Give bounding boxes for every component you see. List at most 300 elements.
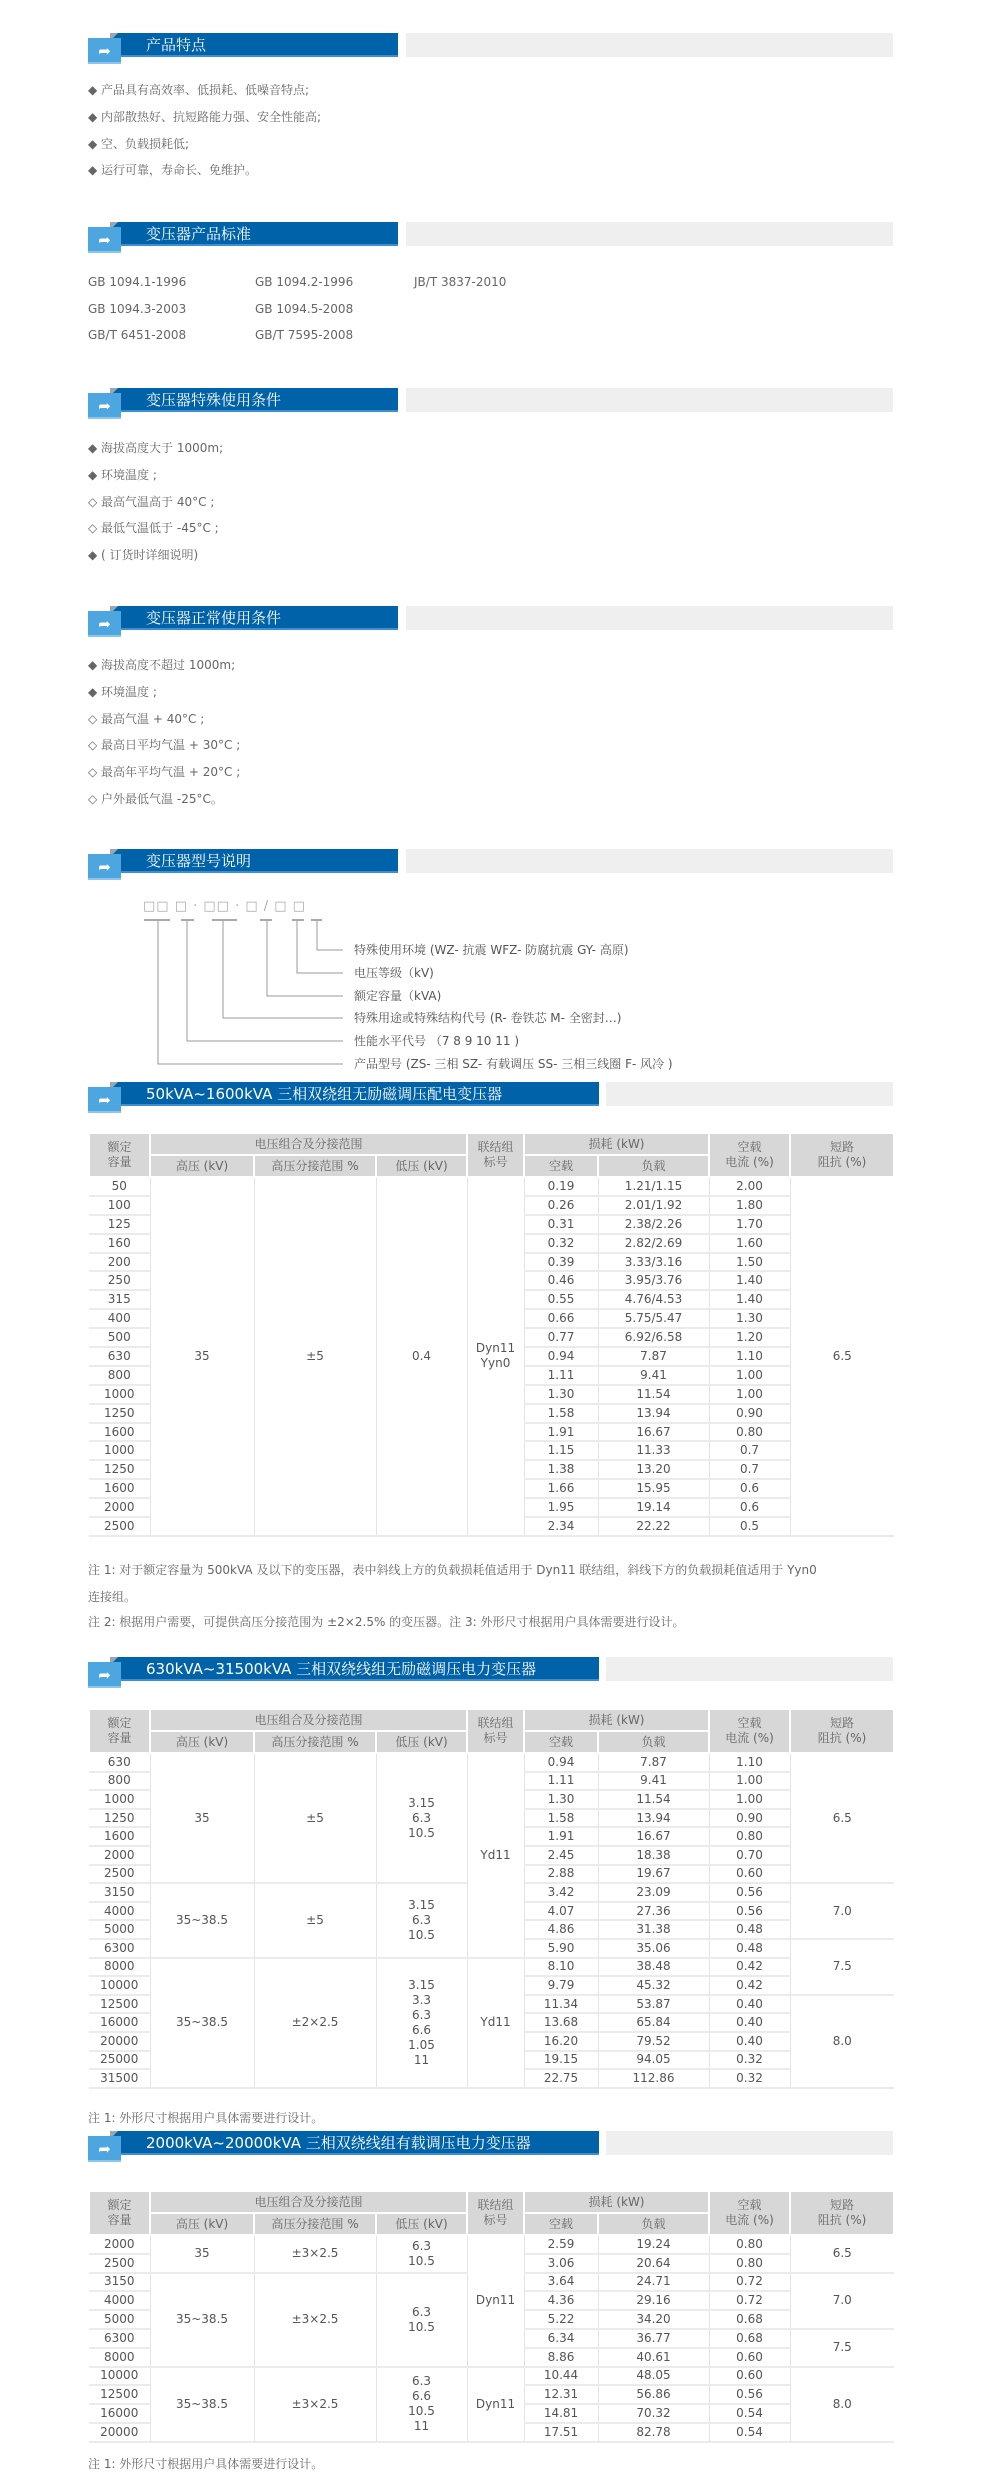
cell-no-load-loss: 5.22	[524, 2310, 598, 2329]
cell-no-load-loss: 10.44	[524, 2367, 598, 2386]
list-item: ◆ 空、负载损耗低;	[88, 136, 190, 151]
cell-load-loss: 6.92/6.58	[598, 1328, 709, 1347]
standard-item: GB 1094.2-1996	[255, 275, 354, 289]
column-header: 额定 容量	[89, 1710, 150, 1753]
cell-no-load-current: 0.32	[709, 2051, 790, 2070]
cell-no-load-loss: 1.11	[524, 1366, 598, 1385]
cell-capacity: 250	[89, 1271, 150, 1290]
forward-arrow-icon: ➦	[88, 1087, 121, 1113]
section-header-table	[88, 1082, 893, 1113]
cell-hv: 35~38.5	[150, 1883, 254, 1957]
table-note: 注 1: 对于额定容量为 500kVA 及以下的变压器，表中斜线上方的负载损耗值适用于 Dyn11 联结组，斜线下方的负载损耗值适用于 Yyn0	[88, 1563, 817, 1577]
cell-no-load-current: 0.7	[709, 1441, 790, 1460]
cell-load-loss: 40.61	[598, 2348, 709, 2367]
list-item: ◆ 环境温度 ;	[88, 684, 157, 699]
cell-no-load-current: 0.68	[709, 2310, 790, 2329]
column-header: 短路 阻抗 (%)	[790, 1134, 894, 1177]
column-header: 空载	[524, 1731, 598, 1753]
cell-no-load-loss: 3.42	[524, 1883, 598, 1902]
model-code-template: □□ □ · □□ · □ / □ □	[143, 899, 306, 914]
table-row	[89, 1177, 894, 1196]
cell-load-loss: 112.86	[598, 2069, 709, 2088]
cell-capacity: 1250	[89, 1404, 150, 1423]
list-item: ◇ 最高气温高于 40°C ;	[88, 494, 215, 509]
section-header-table	[88, 1657, 893, 1688]
cell-tap: ±2×2.5	[254, 1958, 376, 2088]
model-desc: 特殊使用环境 (WZ- 抗震 WFZ- 防腐抗震 GY- 高原)	[354, 943, 629, 957]
cell-lv: 6.3 6.6 10.5 11	[376, 2367, 467, 2442]
cell-no-load-loss: 11.34	[524, 1995, 598, 2014]
cell-no-load-loss: 1.95	[524, 1498, 598, 1517]
cell-no-load-current: 1.00	[709, 1385, 790, 1404]
cell-capacity: 31500	[89, 2069, 150, 2088]
cell-no-load-current: 0.42	[709, 1976, 790, 1995]
cell-no-load-loss: 13.68	[524, 2013, 598, 2032]
cell-load-loss: 31.38	[598, 1920, 709, 1939]
cell-capacity: 3150	[89, 1883, 150, 1902]
cell-imp: 7.5	[790, 1939, 894, 1995]
forward-arrow-icon: ➦	[88, 2136, 121, 2162]
cell-capacity: 2500	[89, 2254, 150, 2273]
cell-load-loss: 9.41	[598, 1772, 709, 1791]
forward-arrow-icon: ➦	[88, 38, 121, 64]
cell-load-loss: 15.95	[598, 1479, 709, 1498]
cell-load-loss: 19.67	[598, 1865, 709, 1884]
cell-load-loss: 35.06	[598, 1939, 709, 1958]
cell-capacity: 125	[89, 1215, 150, 1234]
cell-load-loss: 16.67	[598, 1827, 709, 1846]
cell-no-load-loss: 2.88	[524, 1865, 598, 1884]
cell-no-load-current: 1.60	[709, 1234, 790, 1253]
cell-no-load-loss: 0.94	[524, 1347, 598, 1366]
cell-load-loss: 13.20	[598, 1460, 709, 1479]
cell-no-load-current: 0.60	[709, 2348, 790, 2367]
cell-capacity: 2500	[89, 1517, 150, 1536]
cell-load-loss: 53.87	[598, 1995, 709, 2014]
cell-no-load-current: 0.40	[709, 2032, 790, 2051]
cell-no-load-loss: 1.58	[524, 1809, 598, 1828]
cell-load-loss: 16.67	[598, 1423, 709, 1442]
cell-no-load-loss: 5.90	[524, 1939, 598, 1958]
cell-no-load-loss: 0.77	[524, 1328, 598, 1347]
column-header: 低压 (kV)	[376, 1731, 467, 1753]
cell-capacity: 12500	[89, 2385, 150, 2404]
cell-capacity: 8000	[89, 2348, 150, 2367]
cell-load-loss: 82.78	[598, 2423, 709, 2442]
cell-capacity: 2000	[89, 1498, 150, 1517]
cell-no-load-current: 0.60	[709, 1865, 790, 1884]
cell-no-load-loss: 16.20	[524, 2032, 598, 2051]
cell-load-loss: 13.94	[598, 1404, 709, 1423]
cell-capacity: 1250	[89, 1460, 150, 1479]
column-header: 电压组合及分接范围	[150, 1710, 467, 1731]
section-title: 630kVA~31500kVA 三相双绕线组无励磁调压电力变压器	[146, 1660, 537, 1678]
cell-load-loss: 24.71	[598, 2273, 709, 2292]
cell-conn: Yd11	[467, 1753, 524, 1958]
table-row	[89, 2367, 894, 2386]
cell-lv: 6.3 10.5	[376, 2235, 467, 2273]
section-title: 产品特点	[146, 36, 207, 54]
cell-capacity: 1000	[89, 1441, 150, 1460]
model-desc: 特殊用途或特殊结构代号 (R- 卷铁芯 M- 全密封…)	[354, 1011, 622, 1025]
column-header: 高压 (kV)	[150, 1155, 254, 1177]
cell-load-loss: 3.33/3.16	[598, 1253, 709, 1272]
list-item: ◆ ( 订货时详细说明)	[88, 548, 199, 563]
cell-hv: 35~38.5	[150, 2367, 254, 2442]
cell-capacity: 16000	[89, 2013, 150, 2032]
cell-capacity: 20000	[89, 2032, 150, 2051]
cell-capacity: 4000	[89, 2291, 150, 2310]
cell-no-load-loss: 8.86	[524, 2348, 598, 2367]
table-row	[89, 2235, 894, 2254]
column-header: 额定 容量	[89, 1134, 150, 1177]
cell-capacity: 10000	[89, 2367, 150, 2386]
cell-load-loss: 27.36	[598, 1902, 709, 1921]
cell-load-loss: 13.94	[598, 1809, 709, 1828]
cell-no-load-loss: 22.75	[524, 2069, 598, 2088]
cell-load-loss: 2.01/1.92	[598, 1196, 709, 1215]
column-header: 空载	[524, 1155, 598, 1177]
cell-capacity: 100	[89, 1196, 150, 1215]
cell-load-loss: 9.41	[598, 1366, 709, 1385]
cell-no-load-current: 1.10	[709, 1753, 790, 1772]
cell-imp: 7.5	[790, 2329, 894, 2367]
cell-no-load-current: 0.72	[709, 2273, 790, 2292]
cell-capacity: 2000	[89, 2235, 150, 2254]
cell-load-loss: 2.38/2.26	[598, 1215, 709, 1234]
cell-no-load-loss: 4.07	[524, 1902, 598, 1921]
cell-capacity: 5000	[89, 1920, 150, 1939]
cell-no-load-loss: 0.39	[524, 1253, 598, 1272]
cell-load-loss: 18.38	[598, 1846, 709, 1865]
list-item: ◇ 最高年平均气温 + 20°C ;	[88, 765, 241, 780]
cell-no-load-current: 1.40	[709, 1271, 790, 1290]
cell-capacity: 8000	[89, 1958, 150, 1977]
column-header: 高压分接范围 %	[254, 1155, 376, 1177]
column-header: 联结组 标号	[467, 1710, 524, 1753]
cell-no-load-loss: 0.94	[524, 1753, 598, 1772]
column-header: 短路 阻抗 (%)	[790, 2192, 894, 2235]
cell-no-load-loss: 1.15	[524, 1441, 598, 1460]
cell-no-load-loss: 1.91	[524, 1423, 598, 1442]
cell-imp: 6.5	[790, 1753, 894, 1883]
cell-hv: 35	[150, 1177, 254, 1536]
cell-lv: 6.3 10.5	[376, 2273, 467, 2367]
cell-load-loss: 3.95/3.76	[598, 1271, 709, 1290]
standard-item: GB/T 6451-2008	[88, 328, 187, 342]
cell-no-load-current: 0.60	[709, 2367, 790, 2386]
list-item: ◆ 环境温度 ;	[88, 467, 157, 482]
cell-lv: 3.15 6.3 10.5	[376, 1753, 467, 1883]
list-item: ◆ 内部散热好、抗短路能力强、安全性能高;	[88, 109, 322, 124]
cell-no-load-current: 0.7	[709, 1460, 790, 1479]
cell-no-load-current: 0.72	[709, 2291, 790, 2310]
cell-no-load-current: 0.90	[709, 1809, 790, 1828]
cell-load-loss: 36.77	[598, 2329, 709, 2348]
cell-no-load-current: 0.68	[709, 2329, 790, 2348]
cell-load-loss: 20.64	[598, 2254, 709, 2273]
forward-arrow-icon: ➦	[88, 854, 121, 880]
cell-hv: 35	[150, 2235, 254, 2273]
cell-tap: ±5	[254, 1753, 376, 1883]
cell-no-load-loss: 12.31	[524, 2385, 598, 2404]
column-header: 高压 (kV)	[150, 1731, 254, 1753]
cell-no-load-loss: 2.59	[524, 2235, 598, 2254]
cell-lv: 3.15 3.3 6.3 6.6 1.05 11	[376, 1958, 467, 2088]
cell-no-load-loss: 1.11	[524, 1772, 598, 1791]
cell-capacity: 6300	[89, 2329, 150, 2348]
section-title: 变压器产品标准	[146, 225, 252, 243]
cell-no-load-loss: 4.86	[524, 1920, 598, 1939]
cell-no-load-current: 1.10	[709, 1347, 790, 1366]
cell-no-load-loss: 0.19	[524, 1177, 598, 1196]
cell-hv: 35	[150, 1753, 254, 1883]
cell-capacity: 400	[89, 1309, 150, 1328]
cell-conn: Yd11	[467, 1958, 524, 2088]
cell-capacity: 12500	[89, 1995, 150, 2014]
column-header: 联结组 标号	[467, 2192, 524, 2235]
cell-no-load-current: 1.00	[709, 1772, 790, 1791]
table-row	[89, 1753, 894, 1772]
cell-conn: Dyn11	[467, 2235, 524, 2367]
cell-capacity: 800	[89, 1366, 150, 1385]
column-header: 高压 (kV)	[150, 2213, 254, 2235]
cell-capacity: 20000	[89, 2423, 150, 2442]
column-header: 空载	[524, 2213, 598, 2235]
section-title: 2000kVA~20000kVA 三相双绕线组有载调压电力变压器	[146, 2134, 531, 2152]
list-item: ◆ 运行可靠，寿命长、免维护。	[88, 163, 258, 178]
standard-item: GB 1094.3-2003	[88, 302, 187, 316]
cell-no-load-current: 0.80	[709, 2235, 790, 2254]
cell-capacity: 800	[89, 1772, 150, 1791]
cell-lv: 3.15 6.3 10.5	[376, 1883, 467, 1957]
standard-item: JB/T 3837-2010	[414, 275, 507, 289]
list-item: ◆ 海拔高度不超过 1000m;	[88, 658, 236, 672]
cell-no-load-current: 0.80	[709, 1827, 790, 1846]
cell-no-load-loss: 4.36	[524, 2291, 598, 2310]
cell-capacity: 2000	[89, 1846, 150, 1865]
cell-load-loss: 1.21/1.15	[598, 1177, 709, 1196]
cell-no-load-loss: 0.46	[524, 1271, 598, 1290]
column-header: 电压组合及分接范围	[150, 2192, 467, 2213]
column-header: 负载	[598, 1155, 709, 1177]
cell-no-load-current: 0.70	[709, 1846, 790, 1865]
section-title: 50kVA~1600kVA 三相双绕组无励磁调压配电变压器	[146, 1085, 503, 1103]
column-header: 损耗 (kW)	[524, 2192, 709, 2213]
table-note: 注 1: 外形尺寸根据用户具体需要进行设计。	[88, 2457, 324, 2471]
forward-arrow-icon: ➦	[88, 393, 121, 419]
cell-no-load-loss: 9.79	[524, 1976, 598, 1995]
forward-arrow-icon: ➦	[88, 1662, 121, 1688]
cell-load-loss: 19.14	[598, 1498, 709, 1517]
section-title: 变压器型号说明	[146, 852, 252, 870]
column-header: 低压 (kV)	[376, 1155, 467, 1177]
cell-no-load-current: 1.00	[709, 1790, 790, 1809]
cell-no-load-loss: 3.64	[524, 2273, 598, 2292]
cell-no-load-current: 2.00	[709, 1177, 790, 1196]
cell-load-loss: 38.48	[598, 1958, 709, 1977]
model-desc: 电压等级（kV)	[354, 966, 434, 980]
cell-load-loss: 19.24	[598, 2235, 709, 2254]
cell-no-load-loss: 0.32	[524, 1234, 598, 1253]
column-header: 联结组 标号	[467, 1134, 524, 1177]
cell-load-loss: 7.87	[598, 1347, 709, 1366]
section-header-table	[88, 2131, 893, 2162]
spec-table	[88, 2192, 895, 2443]
cell-no-load-loss: 0.55	[524, 1290, 598, 1309]
cell-capacity: 4000	[89, 1902, 150, 1921]
cell-capacity: 16000	[89, 2404, 150, 2423]
cell-no-load-loss: 0.66	[524, 1309, 598, 1328]
cell-capacity: 630	[89, 1347, 150, 1366]
cell-no-load-loss: 1.30	[524, 1790, 598, 1809]
cell-hv: 35~38.5	[150, 2273, 254, 2367]
standard-item: GB 1094.5-2008	[255, 302, 354, 316]
table-note: 连接组。	[88, 1590, 137, 1604]
section-title: 变压器特殊使用条件	[146, 391, 282, 409]
cell-no-load-current: 0.54	[709, 2404, 790, 2423]
cell-imp: 7.0	[790, 1883, 894, 1939]
cell-load-loss: 70.32	[598, 2404, 709, 2423]
cell-load-loss: 11.54	[598, 1790, 709, 1809]
cell-no-load-current: 1.20	[709, 1328, 790, 1347]
cell-no-load-loss: 1.58	[524, 1404, 598, 1423]
cell-load-loss: 5.75/5.47	[598, 1309, 709, 1328]
cell-load-loss: 45.32	[598, 1976, 709, 1995]
cell-no-load-current: 0.80	[709, 2254, 790, 2273]
cell-no-load-current: 0.48	[709, 1920, 790, 1939]
model-diagram-lines	[0, 0, 998, 1100]
list-item: ◇ 最低气温低于 -45°C ;	[88, 521, 219, 536]
cell-no-load-loss: 2.34	[524, 1517, 598, 1536]
cell-load-loss: 4.76/4.53	[598, 1290, 709, 1309]
column-header: 空载 电流 (%)	[709, 1134, 790, 1177]
column-header: 额定 容量	[89, 2192, 150, 2235]
section-title: 变压器正常使用条件	[146, 609, 282, 627]
cell-capacity: 1600	[89, 1827, 150, 1846]
cell-no-load-current: 0.54	[709, 2423, 790, 2442]
cell-no-load-loss: 1.66	[524, 1479, 598, 1498]
cell-load-loss: 11.33	[598, 1441, 709, 1460]
cell-no-load-loss: 6.34	[524, 2329, 598, 2348]
cell-imp: 6.5	[790, 1177, 894, 1536]
cell-load-loss: 23.09	[598, 1883, 709, 1902]
column-header: 电压组合及分接范围	[150, 1134, 467, 1155]
cell-no-load-current: 1.30	[709, 1309, 790, 1328]
column-header: 负载	[598, 2213, 709, 2235]
cell-load-loss: 2.82/2.69	[598, 1234, 709, 1253]
column-header: 高压分接范围 %	[254, 2213, 376, 2235]
cell-no-load-current: 0.42	[709, 1958, 790, 1977]
column-header: 高压分接范围 %	[254, 1731, 376, 1753]
model-desc: 性能水平代号 （7 8 9 10 11 )	[354, 1034, 520, 1048]
list-item: ◇ 户外最低气温 -25°C。	[88, 791, 223, 806]
cell-load-loss: 65.84	[598, 2013, 709, 2032]
spec-table	[88, 1710, 895, 2089]
cell-load-loss: 7.87	[598, 1753, 709, 1772]
column-header: 空载 电流 (%)	[709, 2192, 790, 2235]
cell-load-loss: 94.05	[598, 2051, 709, 2070]
cell-no-load-loss: 0.26	[524, 1196, 598, 1215]
cell-no-load-current: 1.80	[709, 1196, 790, 1215]
cell-tap: ±3×2.5	[254, 2235, 376, 2273]
cell-no-load-loss: 1.91	[524, 1827, 598, 1846]
cell-no-load-current: 0.40	[709, 2013, 790, 2032]
cell-capacity: 1250	[89, 1809, 150, 1828]
cell-capacity: 1600	[89, 1423, 150, 1442]
cell-tap: ±5	[254, 1177, 376, 1536]
standard-item: GB/T 7595-2008	[255, 328, 354, 342]
cell-capacity: 160	[89, 1234, 150, 1253]
cell-capacity: 50	[89, 1177, 150, 1196]
list-item: ◆ 海拔高度大于 1000m;	[88, 441, 224, 455]
forward-arrow-icon: ➦	[88, 611, 121, 637]
cell-capacity: 200	[89, 1253, 150, 1272]
column-header: 空载 电流 (%)	[709, 1710, 790, 1753]
cell-load-loss: 29.16	[598, 2291, 709, 2310]
cell-no-load-loss: 3.06	[524, 2254, 598, 2273]
cell-capacity: 630	[89, 1753, 150, 1772]
cell-no-load-current: 0.56	[709, 2385, 790, 2404]
cell-tap: ±5	[254, 1883, 376, 1957]
cell-conn: Dyn11 Yyn0	[467, 1177, 524, 1536]
cell-no-load-current: 1.70	[709, 1215, 790, 1234]
cell-no-load-current: 1.00	[709, 1366, 790, 1385]
cell-capacity: 25000	[89, 2051, 150, 2070]
cell-lv: 0.4	[376, 1177, 467, 1536]
column-header: 短路 阻抗 (%)	[790, 1710, 894, 1753]
column-header: 损耗 (kW)	[524, 1134, 709, 1155]
table-row	[89, 1958, 894, 1977]
cell-capacity: 3150	[89, 2273, 150, 2292]
cell-load-loss: 79.52	[598, 2032, 709, 2051]
cell-no-load-loss: 1.30	[524, 1385, 598, 1404]
cell-no-load-current: 1.40	[709, 1290, 790, 1309]
cell-no-load-loss: 14.81	[524, 2404, 598, 2423]
cell-no-load-loss: 0.31	[524, 1215, 598, 1234]
cell-tap: ±3×2.5	[254, 2273, 376, 2367]
cell-no-load-current: 0.5	[709, 1517, 790, 1536]
model-desc: 产品型号 (ZS- 三相 SZ- 有载调压 SS- 三相三线圈 F- 风冷 )	[354, 1057, 673, 1071]
cell-no-load-current: 0.6	[709, 1479, 790, 1498]
column-header: 负载	[598, 1731, 709, 1753]
model-desc: 额定容量（kVA)	[354, 989, 442, 1003]
cell-no-load-loss: 19.15	[524, 2051, 598, 2070]
column-header: 低压 (kV)	[376, 2213, 467, 2235]
cell-no-load-current: 0.56	[709, 1883, 790, 1902]
cell-load-loss: 11.54	[598, 1385, 709, 1404]
list-item: ◇ 最高日平均气温 + 30°C ;	[88, 738, 241, 753]
cell-capacity: 1000	[89, 1385, 150, 1404]
cell-conn: Dyn11	[467, 2367, 524, 2442]
cell-capacity: 1600	[89, 1479, 150, 1498]
cell-capacity: 10000	[89, 1976, 150, 1995]
cell-no-load-current: 0.32	[709, 2069, 790, 2088]
cell-hv: 35~38.5	[150, 1958, 254, 2088]
cell-capacity: 5000	[89, 2310, 150, 2329]
cell-imp: 8.0	[790, 1995, 894, 2088]
cell-no-load-current: 0.40	[709, 1995, 790, 2014]
list-item: ◆ 产品具有高效率、低损耗、低噪音特点;	[88, 83, 310, 97]
column-header: 损耗 (kW)	[524, 1710, 709, 1731]
spec-table	[88, 1134, 895, 1537]
cell-load-loss: 48.05	[598, 2367, 709, 2386]
cell-imp: 8.0	[790, 2367, 894, 2442]
cell-imp: 7.0	[790, 2273, 894, 2329]
forward-arrow-icon: ➦	[88, 227, 121, 253]
standard-item: GB 1094.1-1996	[88, 275, 187, 289]
cell-no-load-current: 0.80	[709, 1423, 790, 1442]
